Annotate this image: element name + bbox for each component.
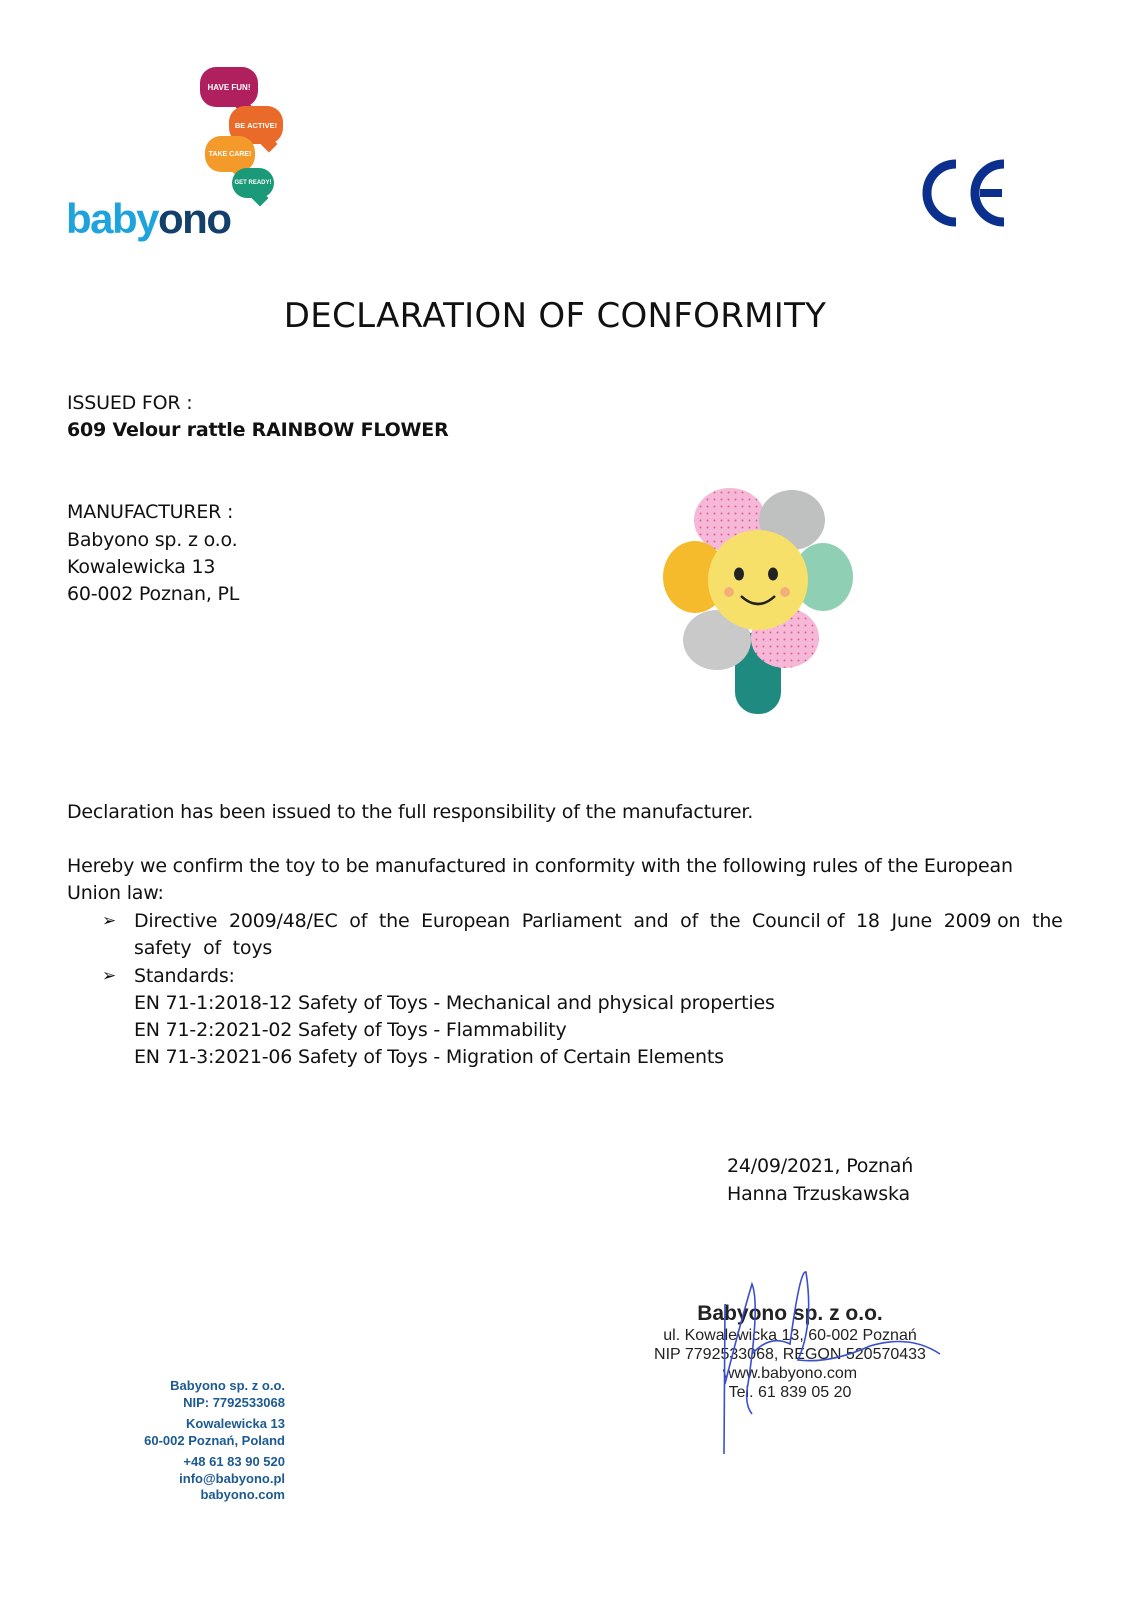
- standard-item: EN 71-3:2021-06 Safety of Toys - Migration of Certain Elements: [134, 1046, 724, 1068]
- have-fun-bubble: [200, 67, 258, 107]
- directive-line1: Directive 2009/48/EC of the European Parliament and of the Council of 18 June 2009 on the: [134, 910, 1063, 932]
- ce-mark-icon: [918, 156, 1010, 230]
- stamp-web: www.babyono.com: [722, 1365, 858, 1382]
- arrow-bullet-icon: ➢: [102, 911, 117, 931]
- footer-contact-block: [120, 1378, 285, 1504]
- standard-item: EN 71-1:2018-12 Safety of Toys - Mechanical and physical properties: [134, 992, 775, 1014]
- footer-city: 60-002 Poznań, Poland: [144, 1432, 285, 1448]
- logo-word-ono: ono: [158, 195, 231, 242]
- stamp-address: ul. Kowalewicka 13, 60-002 Poznań: [663, 1327, 917, 1344]
- issued-for-label: ISSUED FOR :: [67, 392, 193, 414]
- logo-wordmark: [66, 194, 231, 244]
- flower-rattle-toy-image: [655, 482, 865, 722]
- babyono-logo: [66, 64, 296, 254]
- get-ready-text: GET READY!: [234, 180, 272, 186]
- take-care-bubble: [205, 136, 255, 172]
- directive-line2: safety of toys: [134, 937, 273, 959]
- logo-word-baby: baby: [66, 195, 159, 242]
- stamp-ids: NIP 7792533068, REGON 520570433: [654, 1346, 926, 1363]
- footer-street: Kowalewicka 13: [186, 1416, 285, 1431]
- signer-name: Hanna Trzuskawska: [727, 1183, 910, 1205]
- stamp-tel: Tel. 61 839 05 20: [728, 1384, 852, 1401]
- conformity-statement-line1: Hereby we confirm the toy to be manufactured in conformity with the following rules of the European: [67, 855, 1013, 877]
- footer-email[interactable]: info@babyono.pl: [179, 1470, 285, 1486]
- have-fun-text: HAVE FUN!: [207, 82, 251, 92]
- take-care-text: TAKE CARE!: [208, 150, 252, 158]
- get-ready-bubble: [232, 168, 274, 198]
- manufacturer-name: Babyono sp. z o.o.: [67, 529, 238, 551]
- manufacturer-city: 60-002 Poznan, PL: [67, 583, 240, 605]
- manufacturer-street: Kowalewicka 13: [67, 556, 216, 578]
- footer-nip: NIP: 7792533068: [183, 1394, 285, 1410]
- signature-date-place: 24/09/2021, Poznań: [727, 1155, 914, 1177]
- be-active-text: BE ACTIVE!: [234, 120, 278, 130]
- standard-item: EN 71-2:2021-02 Safety of Toys - Flammability: [134, 1019, 567, 1041]
- handwritten-signature: [640, 1264, 960, 1464]
- footer-phone: +48 61 83 90 520: [183, 1454, 285, 1469]
- footer-company: Babyono sp. z o.o.: [170, 1378, 285, 1393]
- standards-label: Standards:: [134, 965, 235, 987]
- page-title: DECLARATION OF CONFORMITY: [283, 296, 827, 336]
- responsibility-statement: Declaration has been issued to the full responsibility of the manufacturer.: [67, 801, 754, 823]
- company-stamp: [640, 1264, 960, 1464]
- manufacturer-label: MANUFACTURER :: [67, 501, 234, 523]
- conformity-statement-line2: Union law:: [67, 882, 164, 904]
- arrow-bullet-icon: ➢: [102, 966, 117, 986]
- product-name: 609 Velour rattle RAINBOW FLOWER: [67, 419, 449, 441]
- stamp-company: Babyono sp. z o.o.: [697, 1302, 883, 1325]
- footer-website[interactable]: babyono.com: [200, 1487, 285, 1502]
